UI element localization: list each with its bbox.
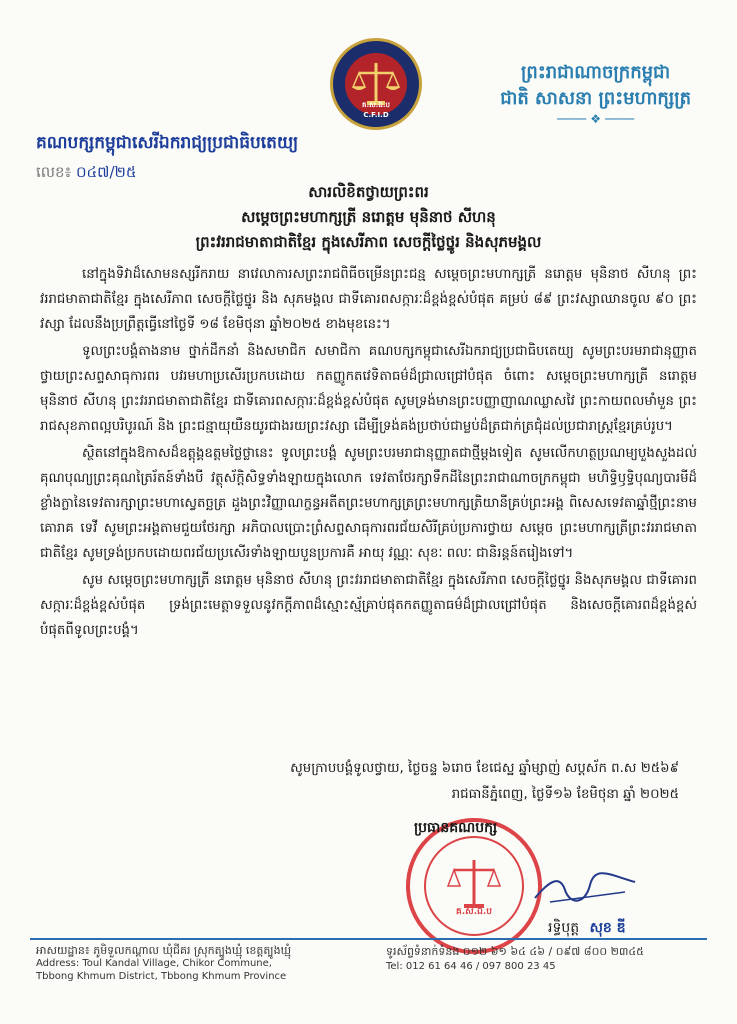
closing-date [290, 756, 679, 808]
signer-prefix: រទ្ធិបុត្ត [548, 920, 580, 936]
kingdom-line: ព្រះរាជាណាចក្រកម្ពុជា [521, 62, 671, 83]
nation-motto: ជាតិ សាសនា ព្រះមហាក្សត្រ [500, 88, 691, 109]
ref-label: លេខ៖ [36, 163, 72, 181]
footer-contact [386, 944, 644, 974]
footer-address [36, 944, 291, 983]
closing-solar-date: រាជធានីភ្នំពេញ, ថ្ងៃទី១៦ ខែមិថុនា ឆ្នាំ ២០២៥ [451, 787, 679, 802]
title-line-3: ព្រះវររាជមាតាជាតិខ្មែរ ក្នុងសេរីភាព សេចក្តីថ្លៃថ្នូរ និងសុភមង្គល [195, 233, 542, 251]
stamp-abbr: គ.ស.ឯ.ប [456, 907, 492, 917]
signer-block [548, 918, 626, 939]
signer-name: សុខ ឌី [589, 920, 626, 936]
address-en-line-1: Address: Toul Kandal Village, Chikor Commune, [36, 958, 272, 969]
phone-kh: ទូរស័ព្ទទំនាក់ទំនង ០១២ ៦១ ៦៤ ៤៦ / ០៩៧ ៨០០ ២៣៤៥ [386, 945, 644, 958]
stamp-ring [424, 836, 524, 936]
title-line-1: សារលិខិតថ្វាយព្រះពរ [308, 183, 429, 201]
ornament-divider-icon: ──── ❖ ──── [557, 112, 635, 126]
logo-abbr-en: C.F.I.D [363, 111, 389, 119]
signer-title: ប្រធានគណបក្ស [414, 820, 498, 836]
handwritten-signature [530, 870, 640, 910]
closing-lunar-date: សូមក្រាបបង្គំទូលថ្វាយ, ថ្ងៃចន្ទ ៦រោច ខែជេស្ឋ ឆ្នាំម្សាញ់ សប្តស័ក ព.ស ២៥៦៩ [290, 761, 679, 776]
ref-value: ០៤៧/២៥ [75, 163, 137, 181]
stamp-scales-icon [426, 838, 522, 934]
party-logo [330, 38, 422, 130]
letter-title [60, 180, 677, 255]
paragraph-3: ស្ថិតនៅក្នុងឱកាសដ៏ឧត្តុង្គឧត្តមថ្លៃថ្លានេះ ទូលព្រះបង្គំ សូមព្រះបរមរាជានុញ្ញាតជាថ្មីម្តងទៀត សូមលើកហត្ថប្រណម្យបួងសួងដល់គុណបុណ្យព្រះគុណត្រៃរ័តន៍ទាំងបី វត្ថុស័ក្តិសិទ្ធទាំងឡាយក្នុងលោក ទេវតាថែរក្សាទឹកដីនៃព្រះរាជាណាចក្រកម្ពុជា មហិទ្ធិឫទ្ធិបុណ្យបារមីដ៏ខ្លាំងក្លានៃទេវតារក្សាព្រះមហាស្វេតច្ឆត្រ ដួងព្រះវិញ្ញាណក្ខន្ធអតីតព្រះមហាក្សត្រព្រះមហាក្សត្រិយានីគ្រប់ព្រះអង្គ ពិសេសទេវតាឆ្នាំថ្មីព្រះនាម គោរាគ ទេវី សូមព្រះអង្គតាមជួយថែរក្សា អភិបាលប្រោះព្រំសព្ទសាធុការពរជ័យសិរីគ្រប់ប្រការថ្វាយ សម្តេច ព្រះមហាក្សត្រីព្រះវររាជមាតាជាតិខ្មែរ សូមទ្រង់ប្រកបដោយពរជ័យប្រសើរទាំងឡាយបួនប្រការគឺ អាយុ វណ្ណៈ សុខៈ ពលៈ ជានិរន្តន៍តរៀងទៅ។ [40, 446, 697, 561]
paragraph-4: សូម សម្តេចព្រះមហាក្សត្រី នរោត្តម មុនិនាថ សីហនុ ព្រះវររាជមាតាជាតិខ្មែរ ក្នុងសេរីភាព សេចក្តីថ្លៃថ្នូរ និងសុភមង្គល ជាទីគោរពសក្ការៈដ៏ខ្ពង់ខ្ពស់បំផុត ទ្រង់ព្រះមេត្តាទទួលនូវកក្តីភាពដ៏ស្មោះស្ម័គ្រាប់ផុតកតញ្ញូតាធម៌ដ៏ជ្រាលជ្រៅបំផុត និងសេចក្តីគោរពដ៏ខ្ពង់ខ្ពស់បំផុតពីទូលព្រះបង្គំ។ [40, 573, 697, 638]
footer-divider [30, 938, 707, 940]
letter-body [40, 262, 697, 645]
kingdom-heading [500, 60, 691, 126]
phone-en: Tel: 012 61 64 46 / 097 800 23 45 [386, 961, 556, 972]
title-line-2: សម្តេចព្រះមហាក្សត្រី នរោត្តម មុនិនាថ សីហនុ [241, 208, 496, 226]
paragraph-1: នៅក្នុងទិវាដ៏សោមនស្សរីករាយ នាវេលាការសព្រះរាជពិធីចម្រើនព្រះជន្ម សម្តេចព្រះមហាក្សត្រី នរោត្តម មុនិនាថ សីហនុ ព្រះវររាជមាតាជាតិខ្មែរ ក្នុងសេរីភាព សេចក្តីថ្លៃថ្នូរ និង សុភមង្គល ជាទីគោរពសក្ការៈដ៏ខ្ពង់ខ្ពស់បំផុត គម្រប់ ៨៩ ព្រះវស្សាឈានចូល ៩០ ព្រះវស្សា ដែលនឹងប្រព្រឹត្តធ្វើនៅថ្ងៃទី ១៨ ខែមិថុនា ឆ្នាំ២០២៥ ខាងមុខនេះ។ [40, 267, 697, 332]
logo-abbr-kh: គ.ស.ឯ.ប [362, 101, 390, 109]
address-kh: អាសយដ្ឋាន៖ ភូមិទួលកណ្តាល ឃុំជីគរ ស្រុកត្បូងឃ្មុំ ខេត្តត្បូងឃ្មុំ [36, 944, 292, 957]
party-name: គណបក្សកម្ពុជាសេរីឯករាជ្យប្រជាធិបតេយ្យ [36, 133, 299, 153]
address-en-line-2: Tbbong Khmum District, Tbbong Khmum Province [36, 971, 287, 982]
paragraph-2: ទូលព្រះបង្គំតាងនាម ថ្នាក់ដឹកនាំ និងសមាជិក សមាជិកា គណបក្សកម្ពុជាសេរីឯករាជ្យប្រជាធិបតេយ្យ សូមព្រះបរមរាជានុញ្ញាតថ្វាយព្រះសព្ទសាធុការពរ បវរមហាប្រសើរប្រកបដោយ កតញ្ញូកតវេទិតាធម៌ដ៏ជ្រាលជ្រៅបំផុត ចំពោះ សម្តេចព្រះមហាក្សត្រី នរោត្តម មុនិនាថ សីហនុ ព្រះវររាជមាតាជាតិខ្មែរ ជាទីគោរពសក្ការៈដ៏ខ្ពង់ខ្ពស់បំផុត សូមទ្រង់មានព្រះបញ្ញាញាណឈ្លាសវៃ ព្រះកាយពលមាំមួន ព្រះរាជសុខភាពល្អបរិបូរណ៍ និង ព្រះជន្មាយុយឺនយូរជាងរយព្រះវស្សា ដើម្បីទ្រង់គង់ប្រថាប់ជាម្លប់ដ៏ត្រជាក់ត្រជុំដល់ប្រជារាស្ត្រខ្មែរគ្រប់រូប។ [40, 344, 697, 434]
